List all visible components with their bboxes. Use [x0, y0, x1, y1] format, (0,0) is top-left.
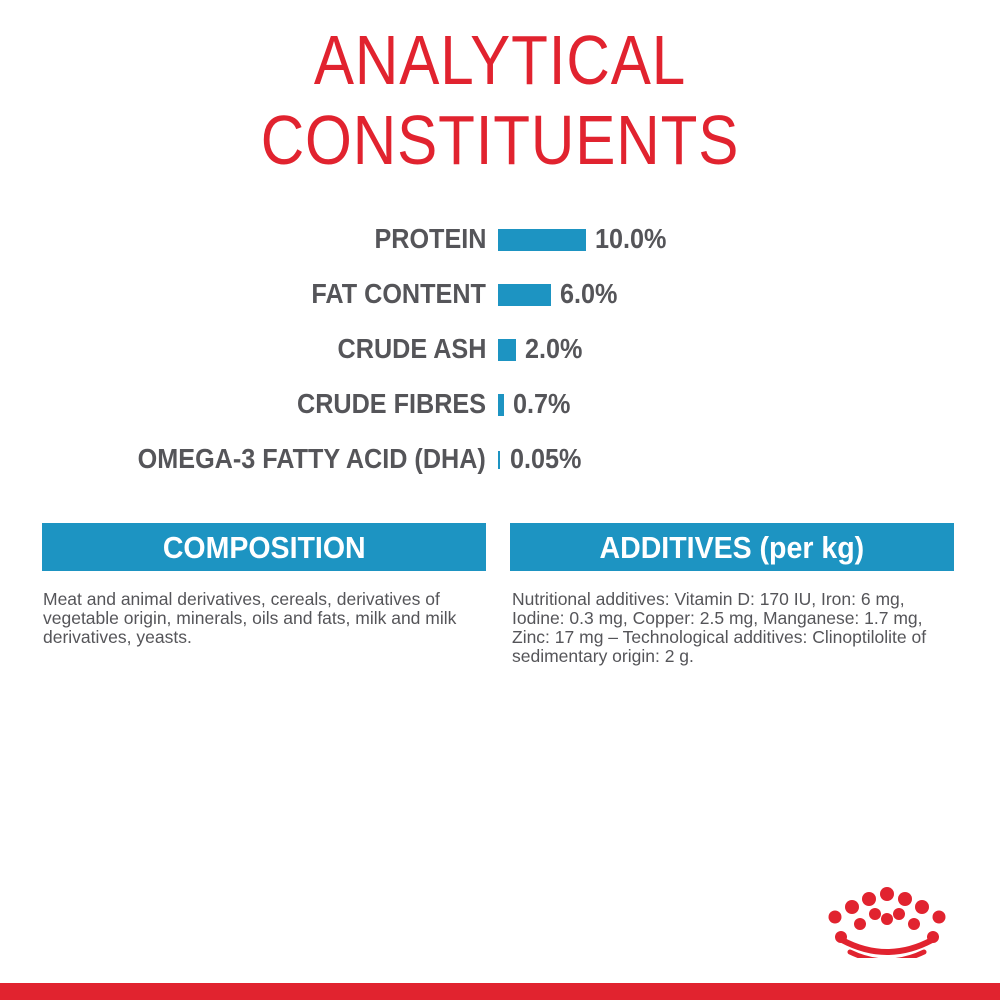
additives-text: Nutritional additives: Vitamin D: 170 IU, Iron: 6 mg, Iodine: 0.3 mg, Copper: 2.5 mg, Manganese: 1.7 mg, Zinc: 17 mg – Technological additives: Clinoptilolite of sedimentary origin: 2 g. [512, 589, 927, 666]
constituent-label: PROTEIN [373, 223, 486, 254]
constituents-list [0, 215, 1000, 485]
constituent-bar [498, 284, 551, 306]
constituent-value: 10.0% [595, 223, 667, 254]
constituent-label: CRUDE ASH [337, 333, 486, 364]
constituent-bar [498, 229, 586, 251]
constituent-label: CRUDE FIBRES [296, 388, 486, 419]
constituent-bar [498, 394, 504, 416]
composition-header [42, 523, 486, 571]
constituent-label: OMEGA-3 FATTY ACID (DHA) [137, 443, 486, 474]
title-line-1: ANALYTICAL [313, 21, 687, 99]
crown-icon [822, 886, 952, 958]
constituent-value: 2.0% [524, 333, 583, 364]
constituent-row [0, 215, 1000, 269]
constituent-value: 6.0% [559, 278, 618, 309]
bottom-band [0, 983, 1000, 1000]
page-title [70, 20, 930, 180]
constituent-label: FAT CONTENT [311, 278, 486, 309]
constituent-bar [498, 451, 500, 469]
constituent-row [0, 380, 1000, 434]
additives-header [510, 523, 954, 571]
title-line-2: CONSTITUENTS [260, 101, 740, 179]
constituent-row [0, 435, 1000, 489]
composition-text: Meat and animal derivatives, cereals, derivatives of vegetable origin, minerals, oils and fats, milk and milk derivatives, yeasts. [43, 589, 457, 647]
composition-heading: COMPOSITION [162, 530, 366, 565]
additives-heading: ADDITIVES (per kg) [599, 530, 865, 565]
constituent-value: 0.7% [513, 388, 571, 419]
constituent-row [0, 270, 1000, 324]
constituent-bar [498, 339, 516, 361]
constituent-value: 0.05% [510, 443, 582, 474]
constituent-row [0, 325, 1000, 379]
